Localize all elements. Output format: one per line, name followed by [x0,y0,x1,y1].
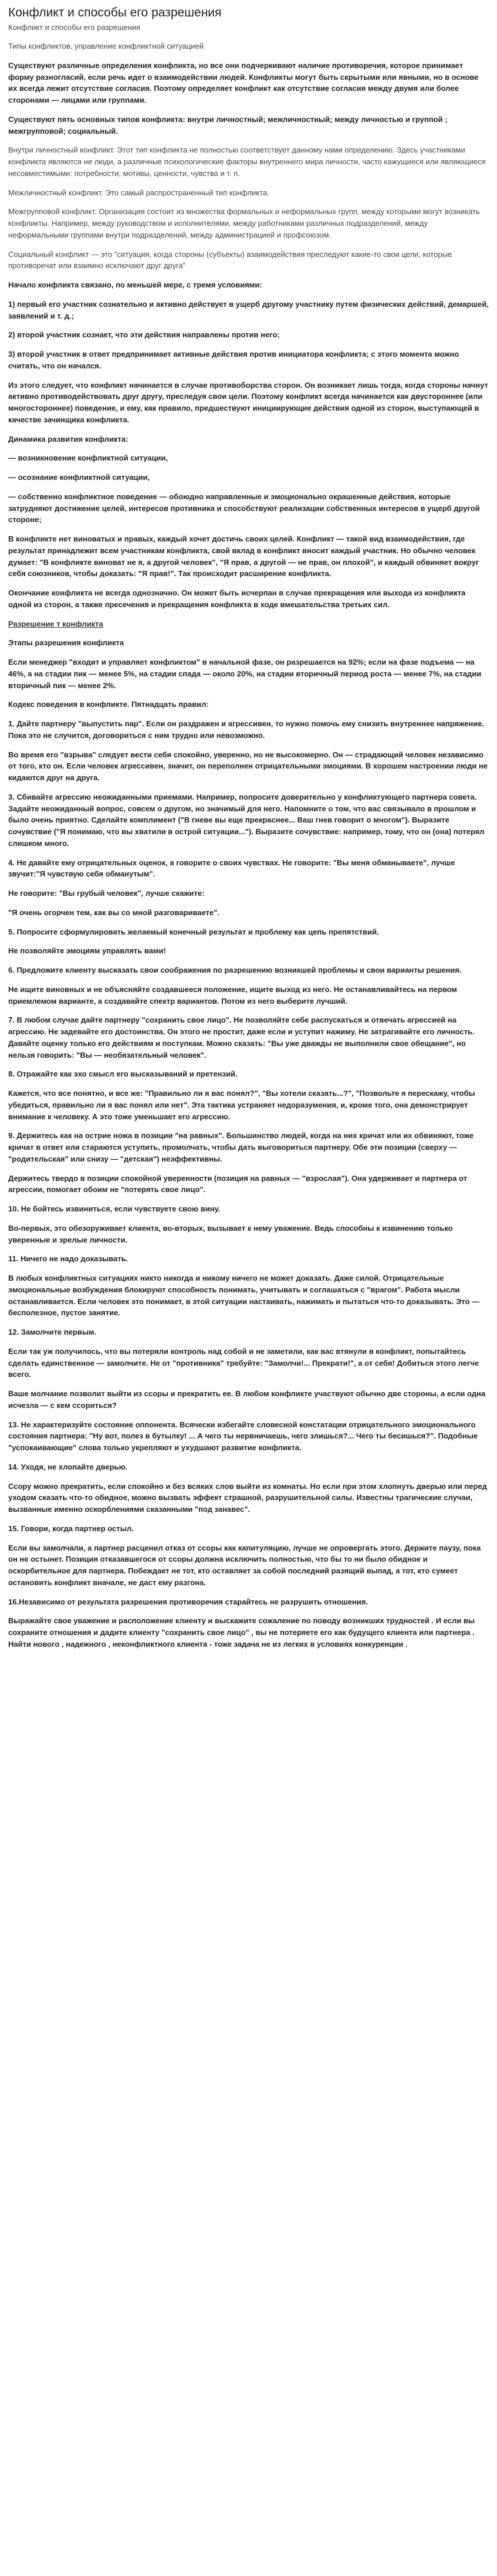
paragraph: Этапы разрешения конфликта [8,638,124,648]
paragraph: 12. Замолчите первым. [8,1328,97,1337]
paragraph: Не позволяйте эмоциям управлять вами! [8,946,166,956]
paragraph: 3. Сбивайте агрессию неожиданными приемами. Например, попросите доверительно у конфликтующего партнера совета. Задайте неожиданный вопрос, совсем о другом, но значимый для него. Напомните о том, что вас связывало в прошлом и было очень приятно. Сделайте комплимент ("В гневе вы еще прекраснее... Ваш гнев говорит о многом"). Выразите сочувствие ("Я понимаю, что вы хватили в острой ситуации..."). Выразите сочувствие: например, тому, что он (она) потерял слишком много. [8,792,485,848]
paragraph: Если менеджер "входит и управляет конфликтом" в начальной фазе, он разрешается на 92%; если на фазе подъема — на 46%, а на стадии пик — менее 5%, на стадии спада — около 20%, на стадии вторичный период роста — менее 7%, на стадии вторичный пик — менее 2%. [8,658,482,690]
paragraph: — собственно конфликтное поведение — обоюдно направленные и эмоционально окрашенные действия, которые затрудняют достижение целей, интересов противника и способствуют реализации собственных интересов в ущерб другой стороне; [8,492,480,524]
paragraph: — возникновение конфликтной ситуации, [8,453,168,463]
paragraph: Во-первых, это обезоруживает клиента, во-вторых, вызывает к нему уважение. Ведь способны к извинению только уверенные и зрелые личности. [8,1223,453,1244]
paragraph: 8. Отражайте как эхо смысл его высказываний и претензий. [8,1069,238,1079]
paragraph: Кодекс поведения в конфликте. Пятнадцать правил: [8,700,209,709]
paragraph: 4. Не давайте ему отрицательных оценок, а говорите о своих чувствах. Не говорите: "Вы меня обманываете", лучше звучит:"Я чувствую себя обманутым". [8,858,455,879]
paragraph: Не ищите виновных и не объясняйте создавшееся положение, ищите выход из него. Не останавливайтесь на первом приемлемом варианте, а создавайте спектр вариантов. Потом из него выберите лучший. [8,984,457,1006]
paragraph: 9. Держитесь как на острие ножа в позиции "на равных". Большинство людей, когда на них кричат или их обвиняют, тоже кричат в ответ или стараются уступить, промолчать, чтобы дать выговориться партнеру. Обе эти позиции (сверху — "родительская" или снизу — "детская") неэффективны. [8,1131,474,1163]
paragraph: 10. Не бойтесь извиниться, если чувствуете свою вину. [8,1204,221,1214]
paragraph: Ссору можно прекратить, если спокойно и без всяких слов выйти из комнаты. Но если при этом хлопнуть дверью или перед уходом сказать что-то обидное, можно вызвать эффект страшной, разрушительной силы. Известны трагические случаи, вызванные именно оскорблениями сказанными "под занавес". [8,1481,487,1514]
page-title: Конфликт и способы его разрешения [8,6,222,19]
paragraph: Межгрупповой конфликт. Организация состоит из множества формальных и неформальных групп, между которыми могут возникать конфликты. Например, между руководством и исполнителями, между работниками различных подразделений, между неформальными группами внутри подразделений, между администрацией и профсоюзом. [8,207,480,239]
paragraph: Во время его "взрыва" следует вести себя спокойно, уверенно, но не высокомерно. Он — страдающий человек независимо от того, кто он. Если человек агрессивен, значит, он переполнен отрицательными эмоциями. В хорошем настроении люди не кидаются друг на друга. [8,750,488,783]
paragraph: Существуют пять основных типов конфликта: внутри личностный; межличностный; между личностью и группой ; межгрупповой; социальный. [8,114,448,136]
paragraph: 7. В любом случае дайте партнеру "сохранить свое лицо". Не позволяйте себе распускаться и отвечать агрессией на агрессию. Не задевайте его достоинства. Он этого не простит, даже если и уступит нажиму. Не затрагивайте его личность. Давайте оценку только его действиям и поступкам. Можно сказать: "Вы уже дважды не выполнили свое обещание", но нельзя говорить: "Вы — необязательный человек". [8,1015,475,1059]
paragraph: Из этого следует, что конфликт начинается в случае противоборства сторон. Он возникает лишь тогда, когда стороны начнут активно противодействовать друг другу, преследуя свои цели. Поэтому конфликт всегда начинается как двустороннее (или многостороннее) поведение, и ему, как правило, предшествуют инициирующие действия одной из сторон, выступающей в качестве зачинщика конфликта. [8,380,488,424]
paragraph: Ваше молчание позволит выйти из ссоры и прекратить ее. В любом конфликте участвуют обычно две стороны, а если одна исчезла — с кем ссориться? [8,1389,486,1410]
paragraph: Типы конфликтов, управление конфликтной ситуацией [8,42,204,51]
paragraph: 1. Дайте партнеру "выпустить пар". Если он раздражен и агрессивен, то нужно помочь ему снизить внутреннее напряжение. Пока это не случится, договориться с ним трудно или невозможно. [8,719,485,740]
paragraph: 14. Уходя, не хлопайте дверью. [8,1462,128,1471]
paragraph: Внутри личностный конфликт. Этот тип конфликта не полностью соответствует данному нами определению. Здесь участниками конфликта являются не люди, а различные психологические факторы внутреннего мира личности, часто кажущиеся или являющиеся несовместимыми: потребности, мотивы, ценности, чувства и т. п. [8,145,486,178]
paragraph: 1) первый его участник сознательно и активно действует в ущерб другому участнику путем физических действий, демаршей, заявлений и т. д.; [8,299,489,320]
page-subtitle: Конфликт и способы его разрешения [8,23,140,32]
paragraph: Если так уж получилось, что вы потеряли контроль над собой и не заметили, как вас втянули в конфликт, попытайтесь сделать единственное — замолчите. Не от "противника" требуйте: "Замолчи!... Прекрати!", а от себя! Добиться этого легче всего. [8,1346,479,1379]
paragraph: В любых конфликтных ситуациях никто никогда и никому ничего не может доказать. Даже силой. Отрицательные эмоциональные возбуждения блокируют способность понимать, учитывать и соглашаться с "врагом". Работа мысли останавливается. Если человек это понимает, в этой ситуации настаивать, нажимать и пытаться что-то доказывать. Это — бесполезное, пустое занятие. [8,1274,480,1318]
paragraph: Динамика развития конфликта: [8,434,129,444]
paragraph: — осознание конфликтной ситуации, [8,473,150,482]
paragraph: 15. Говори, когда партнер остыл. [8,1524,134,1533]
paragraph: Существуют различные определения конфликта, но все они подчеркивают наличие противоречия, которое принимает форму разногласий, если речь идет о взаимодействии людей. Конфликты могут быть скрытыми или явными, но в основе их всегда лежит отсутствие согласия. Поэтому определяет конфликт как отсутствие согласия между двумя или более сторонами — лицами или группами. [8,60,479,105]
paragraph: Если вы замолчали, а партнер расценил отказ от ссоры как капитуляцию, лучше не опровергать этого. Держите паузу, пока он не остынет. Позиция отказавшегося от ссоры должна исключить полностью, что бы то ни было обидное и оскорбительное для партнера. Побеждает не тот, кто оставляет за собой последний разящий выпад, а тот, кто сумеет остановить конфликт вначале, не даст ему разгона. [8,1543,481,1587]
paragraph: Не говорите: "Вы грубый человек", лучше скажите: [8,889,205,898]
paragraph: 11. Ничего не надо доказывать. [8,1254,129,1264]
paragraph: Кажется, что все понятно, и все же: "Правильно ли я вас понял?", "Вы хотели сказать...?", "Позвольте я перескажу, чтобы убедиться, правильно ли я вас понял или нет". Эта тактика устраняет недоразумения, и, кроме того, она демонстрирует внимание к человеку. А это тоже уменьшает его агрессию. [8,1089,475,1121]
paragraph: 2) второй участник сознает, что эти действия направлены против него; [8,330,280,340]
section-heading: Разрешение т конфликта [8,619,103,628]
paragraph: 13. Не характеризуйте состояние оппонента. Всячески избегайте словесной констатации отрицательного эмоционального состояния партнера: "Ну вот, полез в бутылку! ... А чего ты нервничаешь, чего злишься?... Чего ты бесишься?". Подобные "успокаивающие" слова только укрепляют и ухудшают развитие конфликта. [8,1420,478,1453]
paragraph: "Я очень огорчен тем, как вы со мной разговариваете". [8,908,220,917]
paragraph: В конфликте нет виноватых и правых, каждый хочет достичь своих целей. Конфликт — такой вид взаимодействия, где результат принадлежит всем участникам конфликта, свой вклад в конфликт вносит каждый участник. Но обычно человек думает: "В конфликте виноват не я, а другой человек", "Я прав, а другой — не прав, он плохой", и каждый обвиняет вокруг себя союзников, чтобы доказать: "Я прав!". Так происходит расширение конфликта. [8,534,479,578]
paragraph: Социальный конфликт — это "ситуация, когда стороны (субъекты) взаимодействия преследуют какие-то свои цели, которые противоречат или взаимно исключают друг друга" [8,249,452,270]
article-body [8,40,489,1650]
paragraph: Начало конфликта связано, по меньшей мере, с тремя условиями: [8,280,262,290]
paragraph: Окончание конфликта не всегда однозначно. Он может быть исчерпан в случае прекращения или выхода из конфликта одной из сторон, а также пресечения и прекращения конфликта в ходе вмешательства третьих сил. [8,588,466,609]
paragraph: 6. Предложите клиенту высказать свои соображения по разрешению возникшей проблемы и свои варианты решения. [8,966,462,975]
paragraph: Межличностный конфликт. Это самый распространенный тип конфликта. [8,188,269,197]
paragraph: Выражайте свое уважение и расположение клиенту и выскажите сожаление по поводу возникших трудностей . И если вы сохраните отношения и дадите клиенту "сохранить свое лицо" , вы не потеряете его как будущего клиента или партнера . Найти нового , надежного , неконфликтного клиента - тоже задача не из легких в условиях конкуренции . [8,1616,475,1648]
paragraph: Держитесь твердо в позиции спокойной уверенности (позиция на равных — "взрослая"). Она удерживает и партнера от агрессии, помогает обоим не "потерять свое лицо". [8,1173,467,1194]
paragraph: 3) второй участник в ответ предпринимает активные действия против инициатора конфликта; с этого момента можно считать, что он начался. [8,350,459,370]
paragraph: 16.Независимо от результата разрешения противоречия старайтесь не разрушить отношения. [8,1597,368,1606]
paragraph: 5. Попросите сформулировать желаемый конечный результат и проблему как цепь препятствий. [8,927,379,936]
